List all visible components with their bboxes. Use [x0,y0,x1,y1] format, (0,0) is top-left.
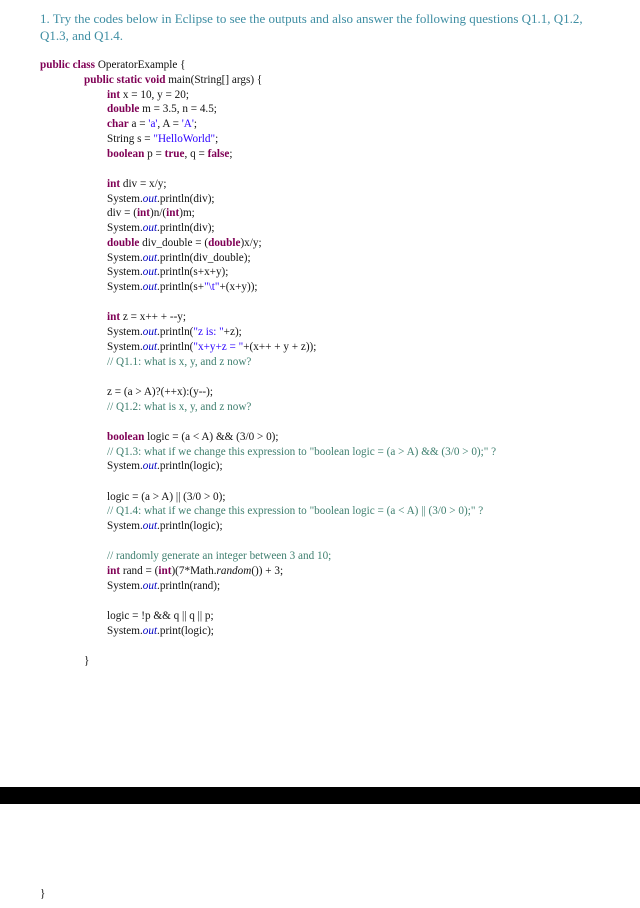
class-closing-brace: } [40,888,46,900]
field-out: out [142,579,158,592]
comment: // Q1.1: what is x, y, and z now? [107,355,252,368]
blank-line [0,474,640,490]
field-out: out [142,251,158,264]
code-text: System. [107,222,143,234]
code-text: .println(logic); [157,460,223,473]
code-text: z = (a > A)?(++x):(y--); [107,385,213,398]
code-line [0,549,640,564]
code-text: )n/( [150,207,167,220]
method-italic: random [216,565,252,577]
code-line [0,310,640,325]
keyword: boolean [107,430,145,443]
instructions-text: 1. Try the codes below in Eclipse to see the outputs and also answer the following questions Q1.1, Q1.2, Q1.3, and Q1.4. [40,11,583,43]
keyword: int [107,311,121,324]
code-line [0,132,640,147]
keyword: int [136,207,150,220]
code-text: x = 10, y = 20; [120,88,189,101]
string-literal: "HelloWorld" [153,132,216,145]
field-out: out [142,520,158,532]
code-line [0,564,640,579]
field-out: out [142,281,158,293]
comment: // Q1.2: what is x, y, and z now? [107,400,252,413]
code-text: logic = !p && q || q || p; [107,610,214,622]
code-text: m = 3.5, n = 4.5; [139,103,217,116]
code-text: )x/y; [240,236,262,249]
keyword: false [207,147,230,160]
code-text: String s = [107,132,154,145]
blank-line [0,414,640,430]
blank-line [0,639,640,655]
code-text: , A = [157,118,182,130]
string-literal: "\t" [204,281,220,293]
code-line [0,325,640,340]
code-line [0,221,640,236]
code-line [0,117,640,132]
keyword: double [208,236,241,249]
string-literal: "z is: " [193,326,224,338]
code-text: .print(logic); [157,624,214,637]
code-text: .println(div_double); [157,251,251,264]
code-text: System. [107,326,143,338]
code-text: div = x/y; [120,177,167,190]
code-text: OperatorExample { [95,59,186,71]
keyword: int [107,565,121,577]
field-out: out [142,340,158,353]
code-text: )(7*Math. [171,565,217,577]
code-text: System. [107,266,143,279]
code-text: )m; [179,207,195,220]
keyword: int [158,565,172,577]
code-line [0,58,640,73]
keyword: double [107,236,140,249]
code-line [0,192,640,207]
code-line [0,265,640,280]
code-line [0,385,640,400]
code-text: ; [193,118,197,130]
code-text: System. [107,624,143,637]
keyword: int [166,207,180,220]
code-line [0,654,640,669]
page-divider-bar [0,787,640,804]
code-line [0,206,640,221]
code-text: .println(s+ [157,281,205,293]
code-text: .println(logic); [157,520,223,532]
code-text: .println(div); [157,222,215,234]
blank-line [0,594,640,610]
code-text: div_double = ( [139,236,209,249]
string-literal: 'A' [181,118,194,130]
field-out: out [142,192,158,205]
code-line [0,88,640,103]
code-line [0,624,640,639]
string-literal: "x+y+z = " [193,340,244,353]
code-text: System. [107,520,143,532]
code-text: .println( [157,326,194,338]
blank-line [0,534,640,550]
code-text: ; [215,132,219,145]
code-line [0,400,640,415]
keyword: int [107,88,121,101]
code-text: ; [229,147,233,160]
code-line [0,251,640,266]
code-text: +z); [223,326,242,338]
code-text: System. [107,340,143,353]
comment: // Q1.4: what if we change this expression to "boolean logic = (a < A) || (3/0 > 0);" ? [107,505,484,518]
comment: // Q1.3: what if we change this expression to "boolean logic = (a > A) && (3/0 > 0);" ? [107,445,497,458]
keyword: int [107,177,121,190]
code-line [0,355,640,370]
code-text: p = [144,147,165,160]
code-text: .println(div); [157,192,215,205]
code-line [0,579,640,594]
keyword: char [107,118,129,130]
code-text: .println(s+x+y); [157,266,229,279]
code-text: , q = [184,147,208,160]
field-out: out [142,266,158,279]
keyword: public class [40,59,96,71]
code-text: } [84,655,90,667]
code-line [0,430,640,445]
string-literal: 'a' [148,118,158,130]
code-text: logic = (a > A) || (3/0 > 0); [107,490,226,503]
code-text: a = [128,118,149,130]
field-out: out [142,326,158,338]
code-line [0,236,640,251]
code-text: +(x+y)); [219,281,258,293]
code-text: System. [107,251,143,264]
code-line [0,147,640,162]
code-line [0,490,640,505]
blank-line [0,295,640,311]
code-text: logic = (a < A) && (3/0 > 0); [144,430,279,443]
keyword: true [164,147,185,160]
code-line [0,102,640,117]
code-line [0,609,640,624]
code-line [0,504,640,519]
blank-line [0,369,640,385]
blank-line [0,161,640,177]
code-line [0,459,640,474]
code-line [0,340,640,355]
code-line [0,280,640,295]
code-text: +(x++ + y + z)); [243,340,317,353]
code-text: .println(rand); [157,579,221,592]
code-text: System. [107,281,143,293]
field-out: out [142,624,158,637]
code-text: div = ( [107,207,137,220]
code-block [0,58,640,669]
code-line [0,445,640,460]
code-text: main(String[] args) { [165,73,263,86]
code-line [0,177,640,192]
field-out: out [142,460,158,473]
comment: // randomly generate an integer between 3 and 10; [107,550,332,563]
keyword: public static void [84,73,166,86]
code-line [0,73,640,88]
code-text: ()) + 3; [251,565,284,577]
code-text: System. [107,192,143,205]
keyword: boolean [107,147,145,160]
code-text: .println( [157,340,194,353]
code-text: z = x++ + --y; [120,311,186,324]
field-out: out [142,222,158,234]
code-line [0,519,640,534]
code-text: System. [107,460,143,473]
code-text: rand = ( [120,565,159,577]
keyword: double [107,103,140,116]
code-text: System. [107,579,143,592]
